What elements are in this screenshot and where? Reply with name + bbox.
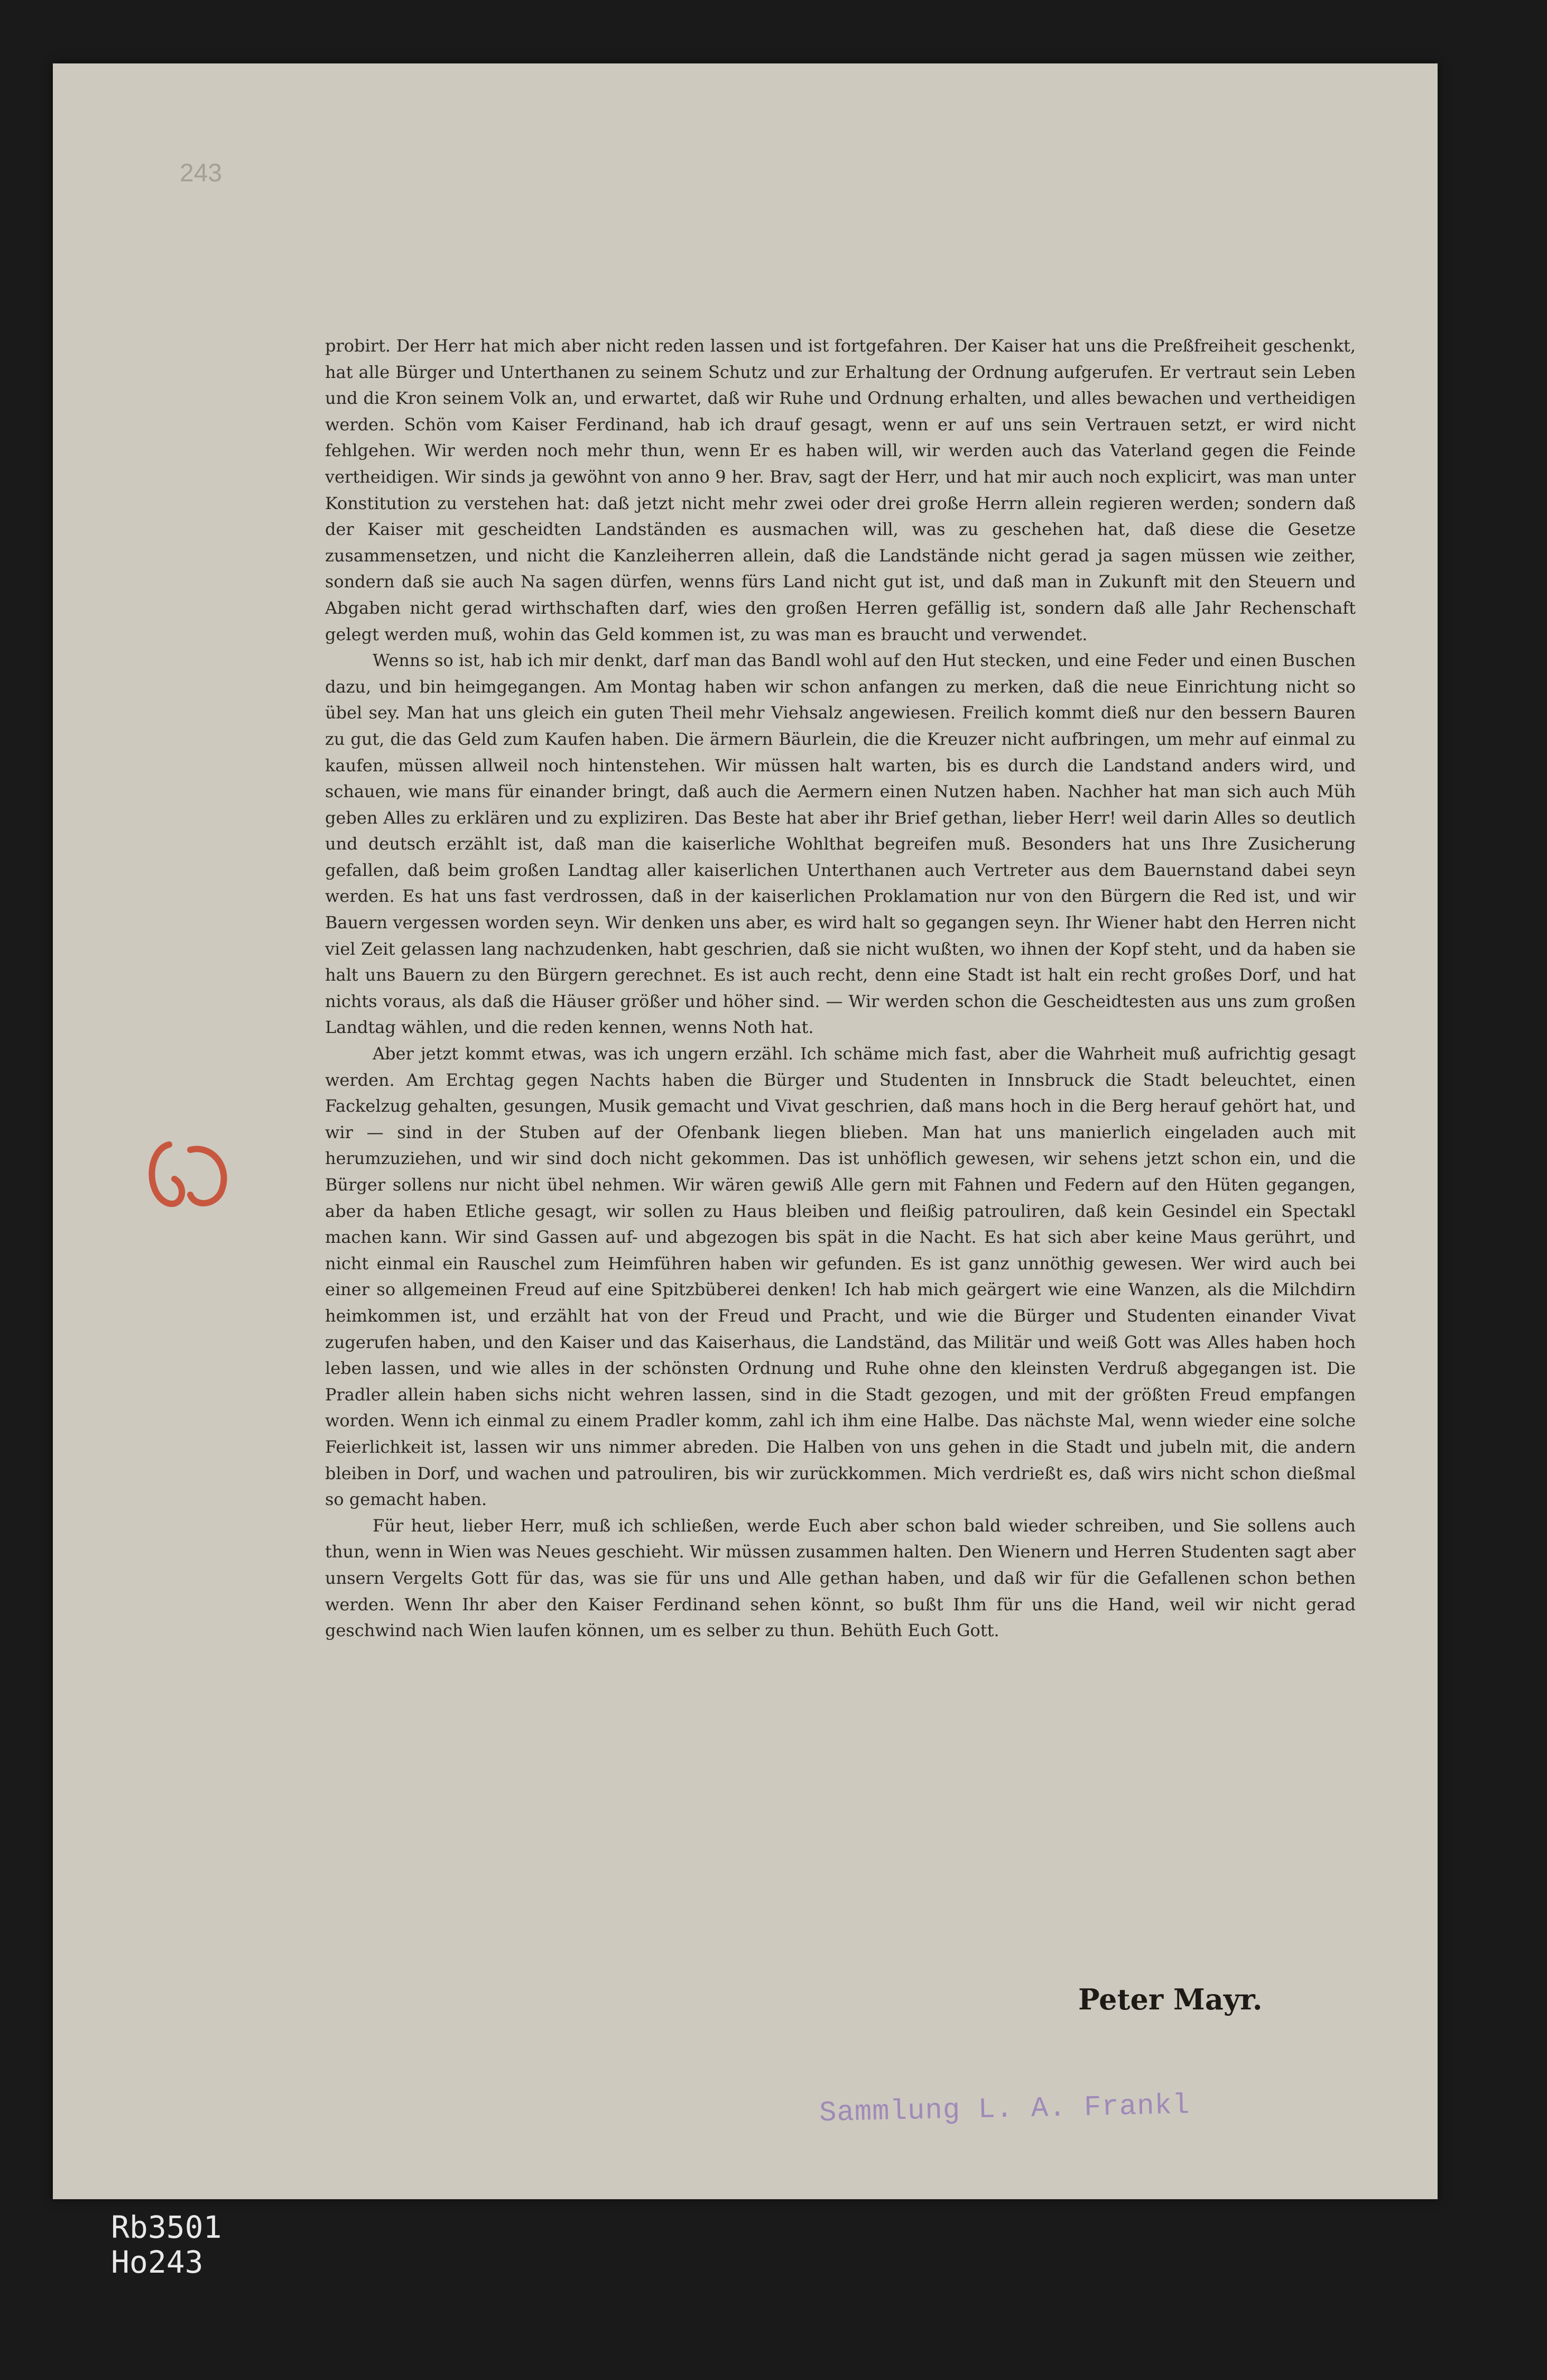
paragraph-4: Für heut, lieber Herr, muß ich schließen, werde Euch aber schon bald wieder schreiben, und Sie sollens auch thun, wenn in Wien was Neues geschieht. Wir müssen zusammen halten. Den Wienern und Herren Studenten sagt aber unsern Vergelts Gott für das, was sie für uns und Alle gethan haben, und daß wir für die Gefallenen schon bethen werden. Wenn Ihr aber den Kaiser Ferdinand sehen könnt, so bußt Ihm für uns die Hand, weil wir nicht gerad geschwind nach Wien laufen können, um es selber zu thun. Behüth Euch Gott. [325,1515,1356,1641]
call-number-1: Rb3501 [111,2209,222,2245]
paragraph-2: Wenns so ist, hab ich mir denkt, darf man das Bandl wohl auf den Hut stecken, und eine Feder und einen Buschen dazu, und bin heimgegangen. Am Montag haben wir schon anfangen zu merken, daß die neue Einrichtung nicht so übel sey. Man hat uns gleich ein guten Theil mehr Viehsalz angewiesen. Freilich kommt dieß nur den bessern Bauren zu gut, die das Geld zum Kaufen haben. Die ärmern Bäurlein, die die Kreuzer nicht aufbringen, um mehr auf einmal zu kaufen, müssen allweil noch hintenstehen. Wir müssen halt warten, bis es durch die Landstand anders wird, und schauen, wie mans für einander bringt, daß auch die Aermern einen Nutzen haben. Nachher hat man sich auch Müh geben Alles zu erklären und zu expliziren. Das Beste hat aber ihr Brief gethan, lieber Herr! weil darin Alles so deutlich und deutsch erzählt ist, daß man die kaiserliche Wohlthat begreifen muß. Besonders hat uns Ihre Zusicherung gefallen, daß beim großen Landtag aller kaiserlichen Unterthanen auch Vertreter aus dem Bauernstand dabei seyn werden. Es hat uns fast verdrossen, daß in der kaiserlichen Proklamation nur von den Bürgern die Red ist, und wir Bauern vergessen worden seyn. Wir denken uns aber, es wird halt so gegangen seyn. Ihr Wiener habt den Herren nicht viel Zeit gelassen lang nachzudenken, habt geschrien, daß sie nicht wußten, wo ihnen der Kopf steht, und da haben sie halt uns Bauern zu den Bürgern gerechnet. Es ist auch recht, denn eine Stadt ist halt ein recht großes Dorf, und hat nichts voraus, als daß die Häuser größer und höher sind. — Wir werden schon die Gescheidtesten aus uns zum großen Landtag wählen, und die reden kennen, wenns Noth hat. [325,650,1356,1038]
folio-number: 243 [180,159,223,187]
red-pencil-mark [132,1129,243,1219]
call-number-2: Ho243 [111,2244,203,2280]
call-number-label [111,2210,222,2280]
signature: Peter Mayr. [1078,1982,1263,2016]
paragraph-1: probirt. Der Herr hat mich aber nicht reden lassen und ist fortgefahren. Der Kaiser hat uns die Preßfreiheit geschenkt, hat alle Bürger und Unterthanen zu seinem Schutz und zur Erhaltung der Ordnung aufgerufen. Er vertraut sein Leben und die Kron seinem Volk an, und erwartet, daß wir Ruhe und Ordnung erhalten, und alles bewachen und vertheidigen werden. Schön vom Kaiser Ferdinand, hab ich drauf gesagt, wenn er auf uns sein Vertrauen setzt, er wird nicht fehlgehen. Wir werden noch mehr thun, wenn Er es haben will, wir werden auch das Vaterland gegen die Feinde vertheidigen. Wir sinds ja gewöhnt von anno 9 her. Brav, sagt der Herr, und hat mir auch noch explicirt, was man unter Konstitution zu verstehen hat: daß jetzt nicht mehr zwei oder drei große Herrn allein regieren werden; sondern daß der Kaiser mit gescheidten Landständen es ausmachen will, was zu geschehen hat, daß diese die Gesetze zusammensetzen, und nicht die Kanzleiherren allein, daß die Landstände nicht gerad ja sagen müssen wie zeither, sondern daß sie auch Na sagen dürfen, wenns fürs Land nicht gut ist, und daß man in Zukunft mit den Steuern und Abgaben nicht gerad wirthschaften darf, wies den großen Herren gefällig ist, sondern daß alle Jahr Rechenschaft gelegt werden muß, wohin das Geld kommen ist, zu was man es braucht und verwendet. [325,336,1356,644]
paragraph-3: Aber jetzt kommt etwas, was ich ungern erzähl. Ich schäme mich fast, aber die Wahrheit muß aufrichtig gesagt werden. Am Erchtag gegen Nachts haben die Bürger und Studenten in Innsbruck die Stadt beleuchtet, einen Fackelzug gehalten, gesungen, Musik gemacht und Vivat geschrien, daß mans hoch in die Berg herauf gehört hat, und wir — sind in der Stuben auf der Ofenbank liegen blieben. Man hat uns manierlich eingeladen auch mit herumzuziehen, und wir sind doch nicht gekommen. Das ist unhöflich gewesen, wir sehens jetzt schon ein, und die Bürger sollens nur nicht übel nehmen. Wir wären gewiß Alle gern mit Fahnen und Federn auf den Hüten gegangen, aber da haben Etliche gesagt, wir sollen zu Haus bleiben und fleißig patrouliren, daß kein Gesindel ein Spectakl machen kann. Wir sind Gassen auf- und abgezogen bis spät in die Nacht. Es hat sich aber keine Maus gerührt, und nicht einmal ein Rauschel zum Heimführen haben wir gefunden. Es ist ganz unnöthig gewesen. Wer wird auch bei einer so allgemeinen Freud auf eine Spitzbüberei denken! Ich hab mich geärgert wie eine Wanzen, als die Milchdirn heimkommen ist, und erzählt hat von der Freud und Pracht, und wie die Bürger und Studenten einander Vivat zugerufen haben, und den Kaiser und das Kaiserhaus, die Landständ, das Militär und weiß Gott was Alles haben hoch leben lassen, und wie alles in der schönsten Ordnung und Ruhe ohne den kleinsten Verdruß abgegangen ist. Die Pradler allein haben sichs nicht wehren lassen, sind in die Stadt gezogen, und mit der größten Freud empfangen worden. Wenn ich einmal zu einem Pradler komm, zahl ich ihm eine Halbe. Das nächste Mal, wenn wieder eine solche Feierlichkeit ist, lassen wir uns nimmer abreden. Die Halben von uns gehen in die Stadt und jubeln mit, die andern bleiben in Dorf, und wachen und patrouliren, bis wir zurückkommen. Mich verdrießt es, daß wirs nicht schon dießmal so gemacht haben. [325,1044,1356,1510]
collection-stamp: Sammlung L. A. Frankl [819,2089,1191,2130]
paper-sheet [53,63,1438,2199]
letter-body [325,333,1356,1644]
